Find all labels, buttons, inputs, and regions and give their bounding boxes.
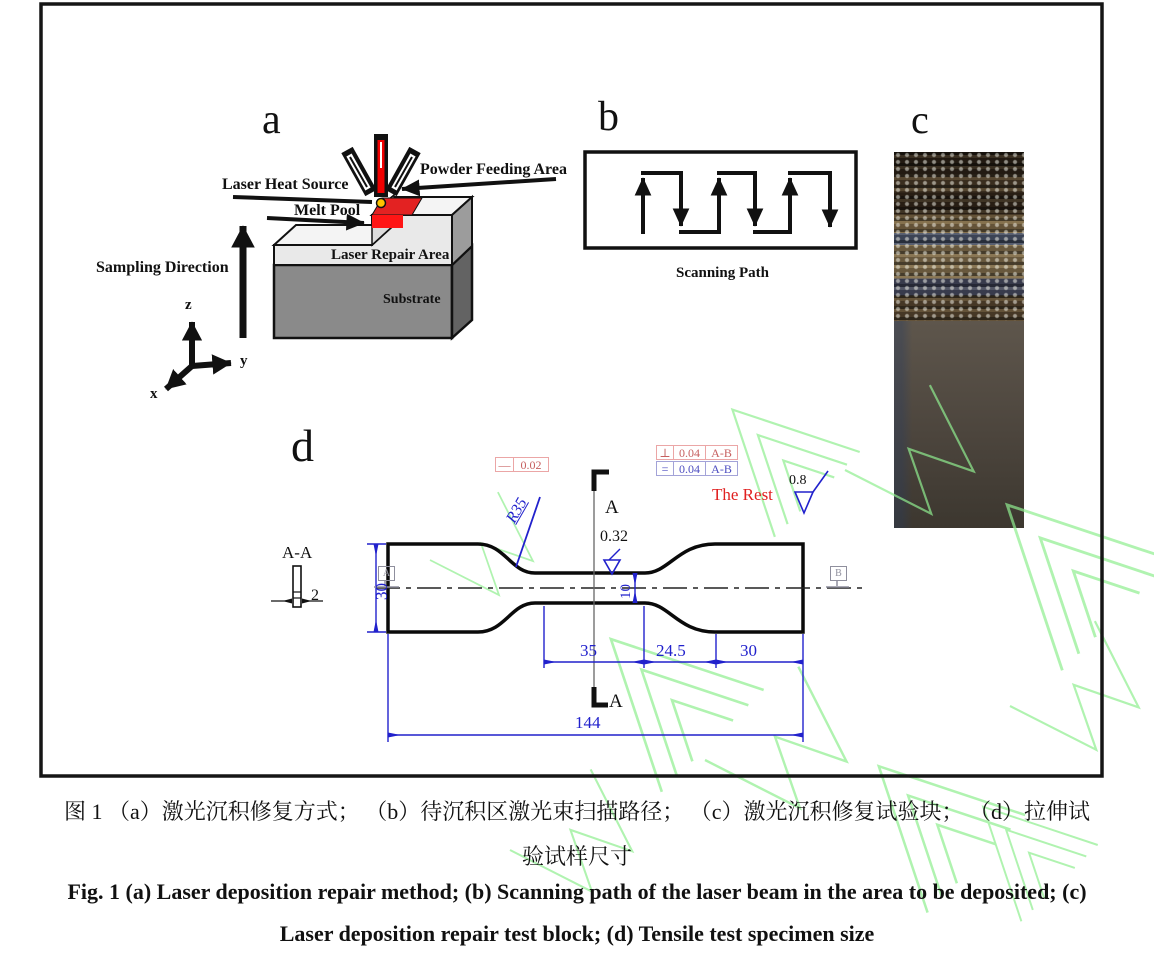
- scanning-path-diagram: [585, 152, 856, 248]
- section-view-label: A-A: [282, 543, 313, 562]
- laser-repair-area-label: Laser Repair Area: [331, 247, 450, 263]
- surface-rest-value: 0.8: [789, 473, 807, 488]
- gauge-width-dim: 10: [618, 584, 634, 599]
- panel-a-label: a: [262, 97, 281, 143]
- thickness-dim: 2: [311, 587, 319, 604]
- axis-x-label: x: [150, 386, 158, 402]
- grip-length-dim: 30: [740, 641, 757, 660]
- melt-pool-label: Melt Pool: [294, 202, 361, 219]
- the-rest-label: The Rest: [712, 485, 773, 504]
- powder-feeding-area-label: Powder Feeding Area: [420, 161, 567, 178]
- straightness-value: 0.02: [514, 457, 549, 472]
- laser-heat-source-label: Laser Heat Source: [222, 176, 349, 193]
- powder-feeding-leader: [402, 179, 556, 189]
- figure-border: [41, 4, 1102, 776]
- perpendicularity-value: 0.04: [674, 445, 706, 460]
- axis-y-label: y: [240, 353, 248, 369]
- substrate-label: Substrate: [383, 292, 441, 307]
- coordinate-axes-icon: [166, 322, 231, 389]
- tensile-specimen-drawing: [271, 471, 868, 742]
- fcf-parallelism: [656, 461, 738, 476]
- caption-en-line1: Fig. 1 (a) Laser deposition repair method; (b) Scanning path of the laser beam in the area to be deposited; (c): [67, 879, 1087, 904]
- surface-finish-rest-icon: [795, 492, 813, 513]
- fcf-straightness: [495, 457, 549, 472]
- scanning-path-arrows: [641, 173, 832, 234]
- gauge-length-dim: 35: [580, 641, 597, 660]
- section-mark-top: A: [605, 497, 619, 518]
- radius-dim: R35: [503, 495, 531, 526]
- caption-zh-line1: 图 1 （a）激光沉积修复方式； （b）待沉积区激光束扫描路径； （c）激光沉积修复试验块； （d）拉伸试: [63, 799, 1091, 824]
- transition-dim: 24.5: [656, 641, 686, 660]
- panel-d-label: d: [291, 420, 314, 471]
- melt-pool-region: [372, 215, 403, 228]
- laser-spot-icon: [377, 199, 386, 208]
- caption-en-line2: Laser deposition repair test block; (d) Tensile test specimen size: [279, 921, 875, 946]
- perpendicularity-symbol: ⊥: [656, 445, 674, 460]
- perpendicularity-datums: A-B: [706, 445, 738, 460]
- parallelism-symbol: =: [656, 461, 674, 476]
- datum-b-flag: B: [830, 566, 847, 581]
- parallelism-datums: A-B: [706, 461, 738, 476]
- datum-leaders: [374, 580, 849, 587]
- sampling-direction-label: Sampling Direction: [96, 259, 229, 276]
- panel-c-label: c: [911, 97, 929, 142]
- surface-gauge-value: 0.32: [600, 528, 628, 545]
- parallelism-value: 0.04: [674, 461, 706, 476]
- datum-a-flag: A: [378, 566, 395, 581]
- fcf-perpendicularity: [656, 445, 738, 460]
- grip-width-dim: 30: [372, 583, 391, 600]
- caption-zh-line2: 验试样尺寸: [521, 844, 632, 869]
- straightness-symbol: —: [495, 457, 514, 472]
- scanning-path-label: Scanning Path: [676, 265, 769, 281]
- panel-b-label: b: [598, 94, 619, 140]
- section-mark-bottom: A: [609, 691, 623, 712]
- axis-z-label: z: [185, 297, 192, 313]
- overall-length-dim: 144: [575, 713, 601, 732]
